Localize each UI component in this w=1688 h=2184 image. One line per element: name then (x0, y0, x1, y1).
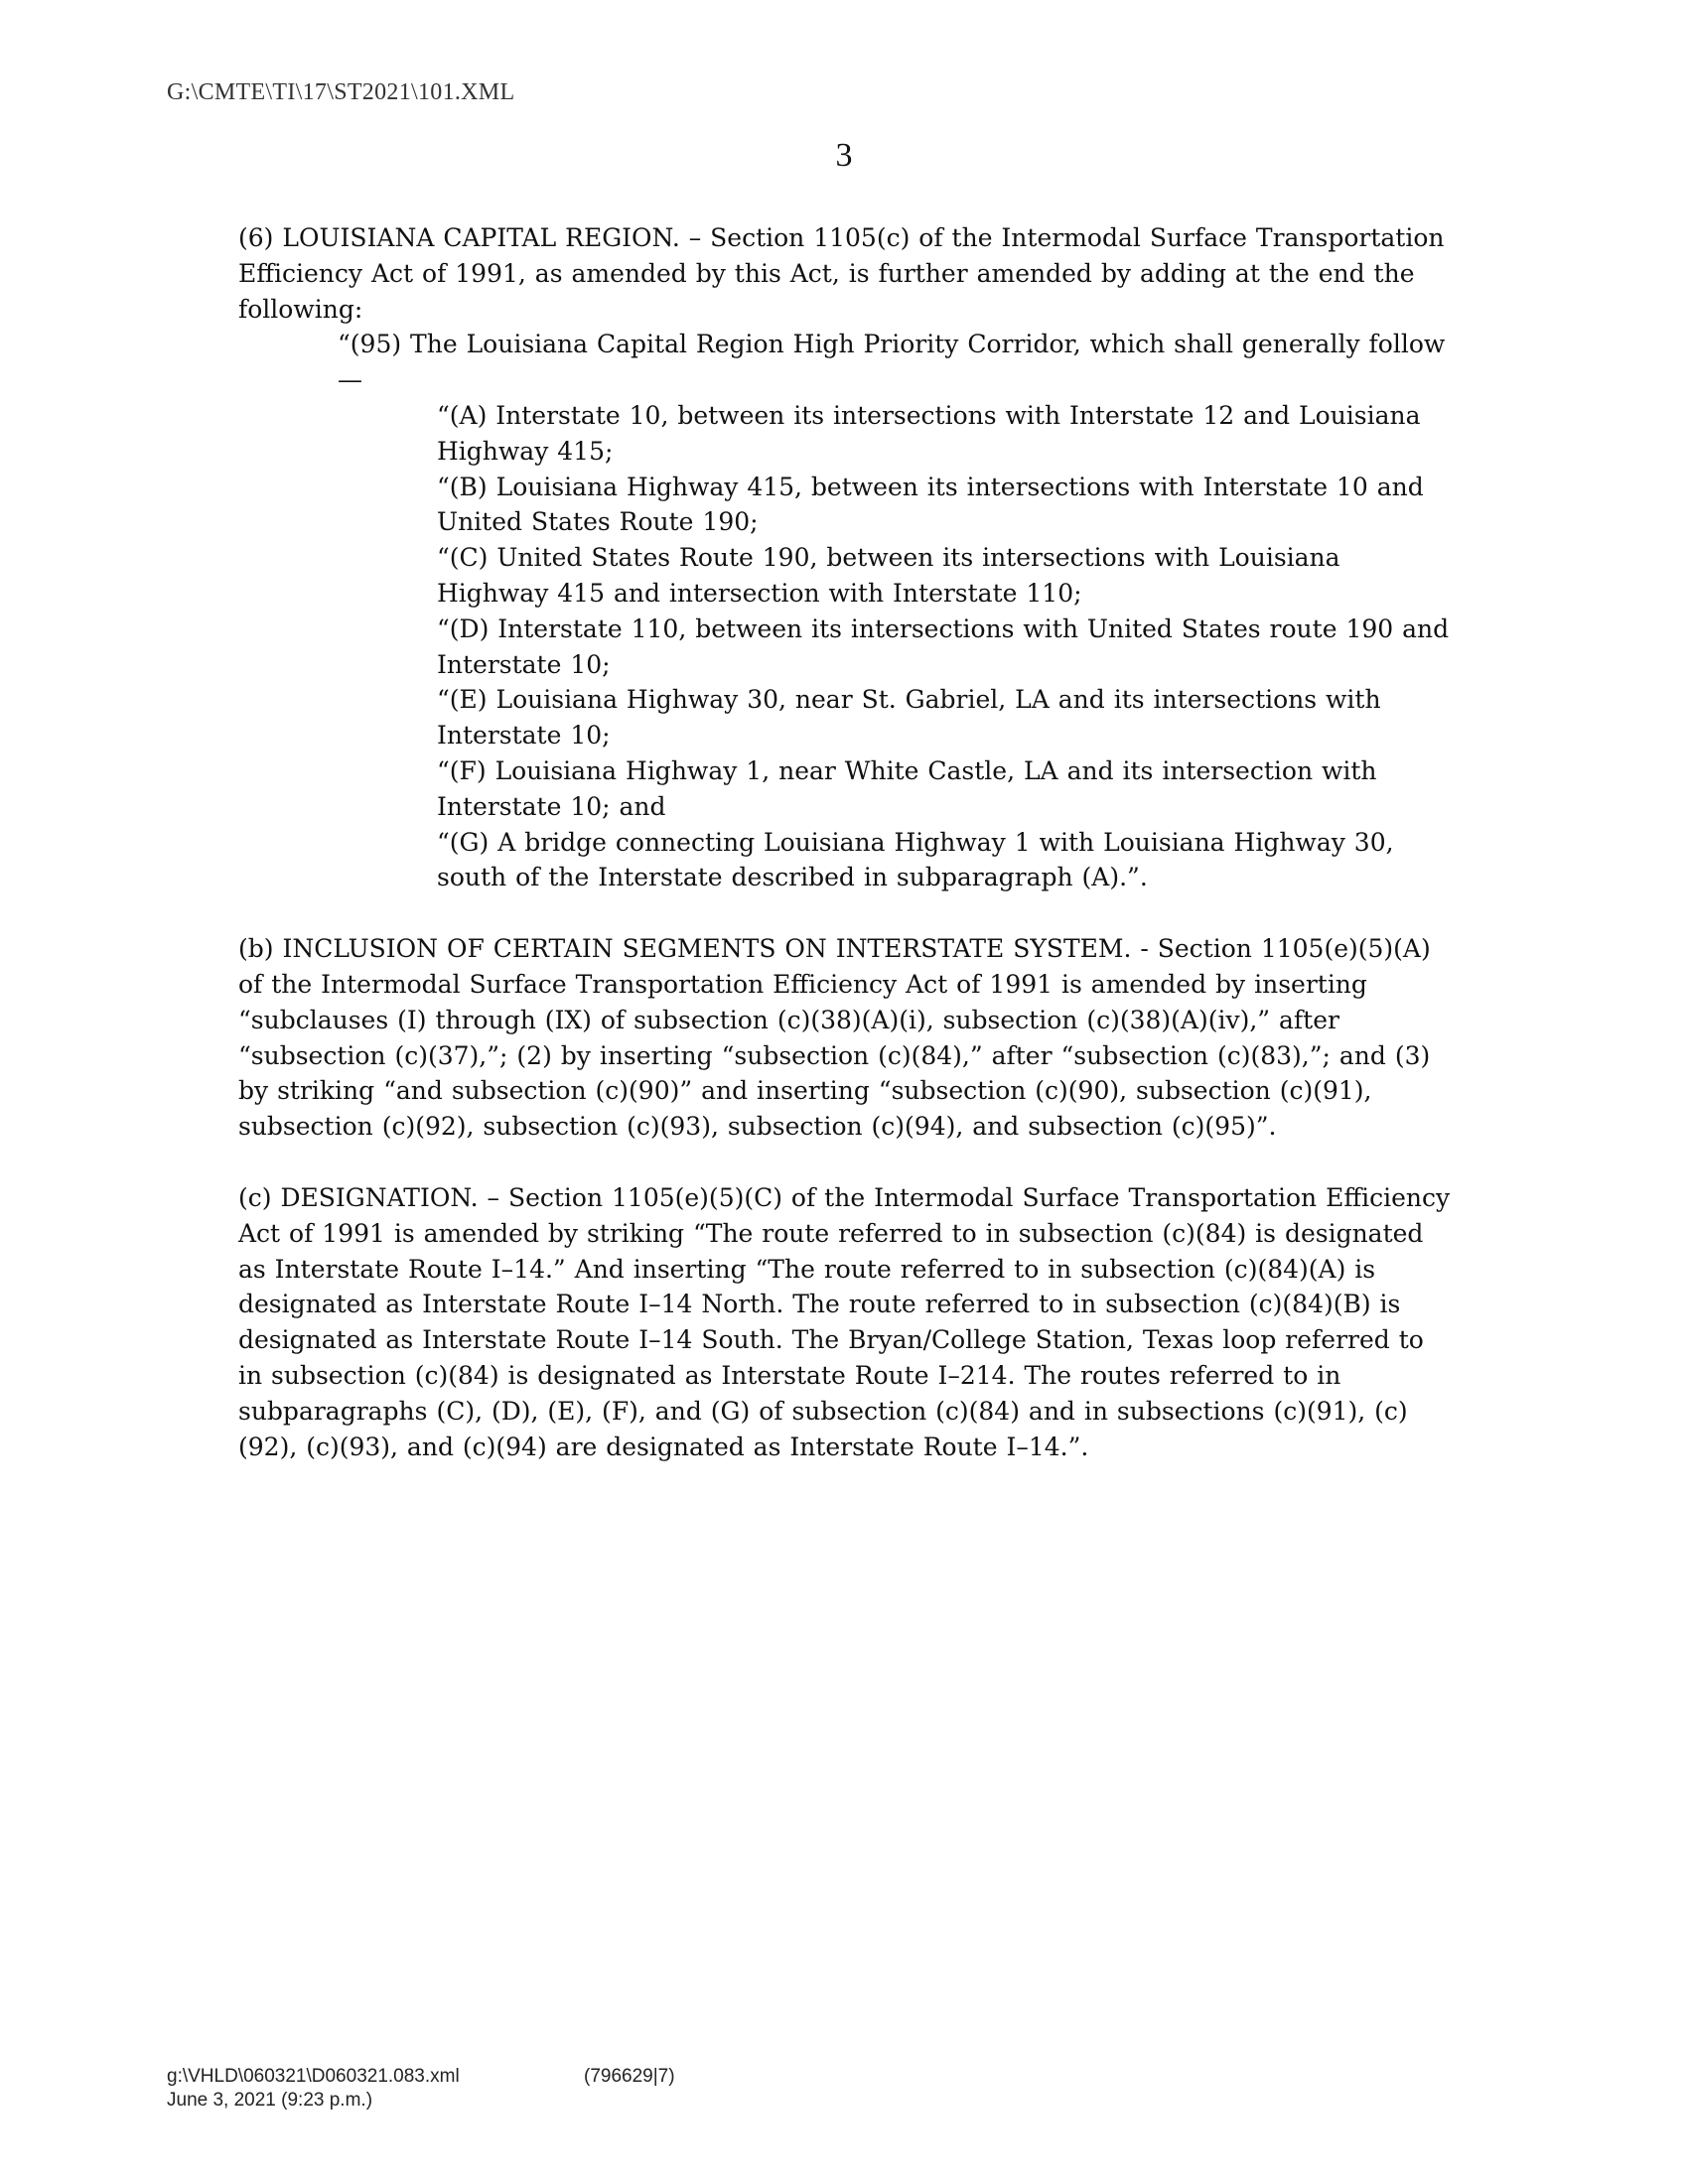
page-footer (167, 2065, 675, 2113)
footer-doc-id: (796629|7) (584, 2066, 675, 2087)
page-number: 3 (835, 137, 853, 174)
footer-file-path: g:\VHLD\060321\D060321.083.xml (167, 2066, 460, 2087)
paragraph-gap (238, 1145, 1455, 1180)
document-body (238, 220, 1455, 1464)
header-file-path: G:\CMTE\TI\17\ST2021\101.XML (167, 79, 515, 105)
subitem-d: “(D) Interstate 110, between its intersections with United States route 190 and Interstate 10; (437, 614, 1450, 679)
footer-line (167, 2065, 675, 2089)
subitem-e: “(E) Louisiana Highway 30, near St. Gabriel, LA and its intersections with Interstate 10; (437, 685, 1381, 751)
footer-date: June 3, 2021 (9:23 p.m.) (167, 2090, 373, 2111)
section-c: (c) DESIGNATION. – Section 1105(e)(5)(C) of the Intermodal Surface Transportation Efficiency Act of 1991 is amended by striking “The route referred to in subsection (c)(84) is designated as Interstate Route I–14.” And inserting “The route referred to in subsection (c)(84)(A) is designated as Interstate Route I–14 North. The route referred to in subsection (c)(84)(B) is designated as Interstate Route I–14 South. The Bryan/College Station, Texas loop referred to in subsection (c)(84) is designated as Interstate Route I–214. The routes referred to in subparagraphs (C), (D), (E), (F), and (G) of subsection (c)(84) and in subsections (c)(91), (c)(92), (c)(93), and (c)(94) are designated as Interstate Route I–14.”. (238, 1182, 1451, 1461)
section-b: (b) INCLUSION OF CERTAIN SEGMENTS ON INTERSTATE SYSTEM. - Section 1105(e)(5)(A) of the Intermodal Surface Transportation Efficiency Act of 1991 is amended by inserting “subclauses (I) through (IX) of subsection (c)(38)(A)(i), subsection (c)(38)(A)(iv),” after “subsection (c)(37),”; (2) by inserting “subsection (c)(84),” after “subsection (c)(83),”; and (3) by striking “and subsection (c)(90)” and inserting “subsection (c)(90), subsection (c)(91), subsection (c)(92), subsection (c)(93), subsection (c)(94), and subsection (c)(95)”. (238, 934, 1431, 1142)
subitem-c: “(C) United States Route 190, between its intersections with Louisiana Highway 415 and intersection with Interstate 110; (437, 543, 1340, 608)
subitem-b: “(B) Louisiana Highway 415, between its intersections with Interstate 10 and United States Route 190; (437, 472, 1424, 537)
item-95: “(95) The Louisiana Capital Region High Priority Corridor, which shall generally follow— (338, 330, 1446, 395)
section-6-intro: (6) LOUISIANA CAPITAL REGION. – Section 1105(c) of the Intermodal Surface Transportation Efficiency Act of 1991, as amended by this Act, is further amended by adding at the end the following: (238, 223, 1445, 324)
subitem-f: “(F) Louisiana Highway 1, near White Castle, LA and its intersection with Interstate 10; and (437, 755, 1377, 821)
subitem-g: “(G) A bridge connecting Louisiana Highway 1 with Louisiana Highway 30, south of the Interstate described in subparagraph (A).”. (437, 827, 1394, 892)
paragraph-gap (238, 895, 1455, 931)
subitem-a: “(A) Interstate 10, between its intersections with Interstate 12 and Louisiana Highway 415; (437, 400, 1421, 466)
